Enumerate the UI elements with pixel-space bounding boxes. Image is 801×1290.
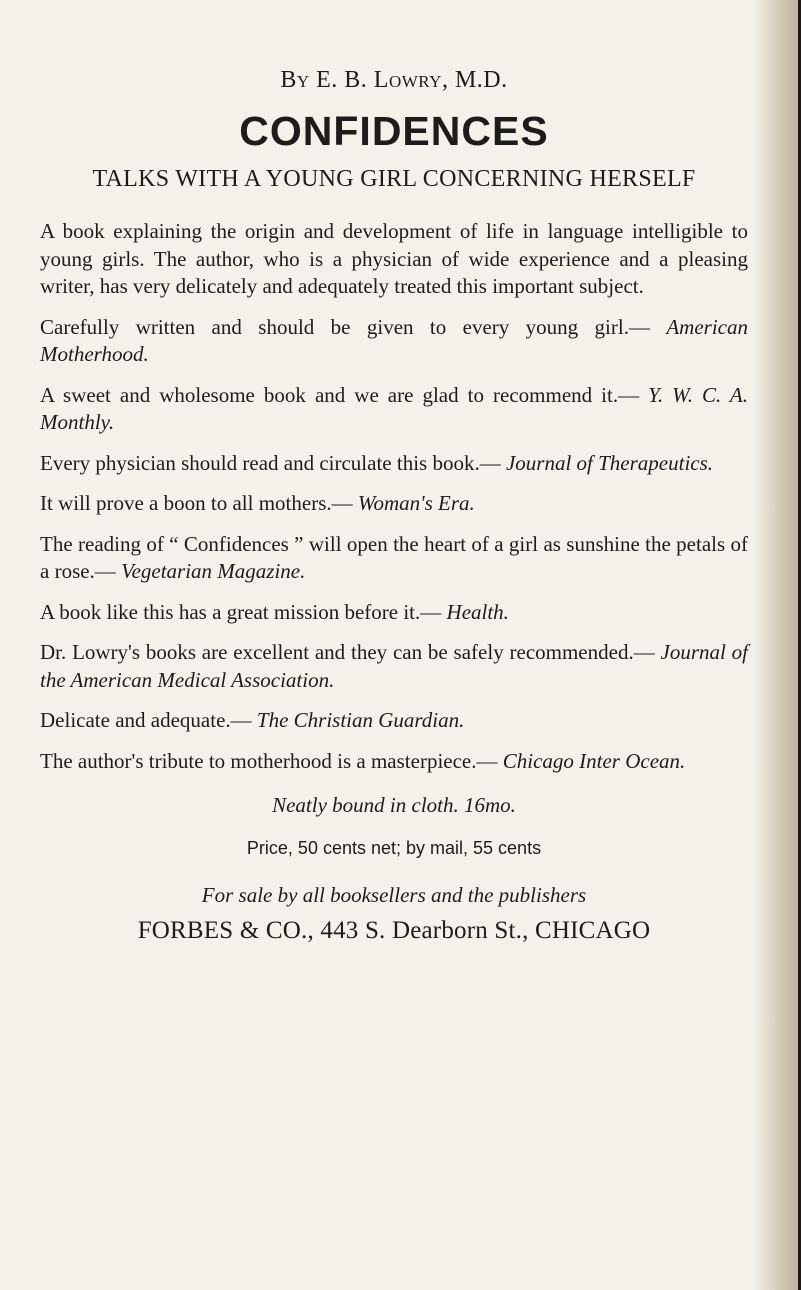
review-quote <box>40 314 748 369</box>
quote-text: A book like this has a great mission before it.— <box>40 599 447 624</box>
publisher-address: FORBES & CO., 443 S. Dearborn St., CHICAGO <box>137 917 651 944</box>
quote-text: The reading of “ Confidences ” will open the heart of a girl as sunshine the petals of a rose.— <box>40 531 748 583</box>
sale-info: For sale by all booksellers and the publishers <box>201 883 587 907</box>
binding-info: Neatly bound in cloth. 16mo. <box>272 793 516 817</box>
quote-text: A sweet and wholesome book and we are glad to recommend it.— <box>40 382 649 407</box>
quote-source: Chicago Inter Ocean. <box>502 748 686 773</box>
advertisement-page <box>40 60 748 947</box>
quote-source: The Christian Guardian. <box>256 708 465 732</box>
quote-text: Delicate and adequate.— <box>40 708 257 732</box>
quote-source: Health. <box>446 599 509 624</box>
quote-source: Woman's Era. <box>357 491 475 515</box>
book-description: A book explaining the origin and development of life in language intelligible to young girls. The author, who is a physician of wide experience and a pleasing writer, has very delicately and adequately treated this important subject. <box>40 219 748 298</box>
quote-source: American Motherhood. <box>40 314 748 366</box>
quote-source: Journal of Therapeutics. <box>505 450 714 475</box>
quote-source: Y. W. C. A. Monthly. <box>40 382 749 434</box>
page-edge-shadow <box>753 0 801 1290</box>
review-quote <box>40 599 748 627</box>
review-quote <box>40 707 748 735</box>
quote-source: Journal of the American Medical Association. <box>40 640 748 692</box>
review-quote <box>40 450 748 478</box>
quote-text: Every physician should read and circulate this book.— <box>40 450 506 475</box>
review-quote <box>40 639 748 694</box>
author-line: By E. B. Lowry, M.D. <box>280 67 508 93</box>
review-quote <box>40 490 748 518</box>
quote-text: The author's tribute to motherhood is a masterpiece.— <box>40 748 503 773</box>
review-quote <box>40 531 748 586</box>
book-subtitle: TALKS WITH A YOUNG GIRL CONCERNING HERSELF <box>92 166 696 192</box>
quote-text: Dr. Lowry's books are excellent and they can be safely recommended.— <box>40 640 661 664</box>
review-quote <box>40 382 748 437</box>
book-title: CONFIDENCES <box>239 108 549 154</box>
quote-source: Vegetarian Magazine. <box>121 559 306 583</box>
quote-text: Carefully written and should be given to every young girl.— <box>40 314 667 339</box>
quote-text: It will prove a boon to all mothers.— <box>40 491 358 515</box>
price-info: Price, 50 cents net; by mail, 55 cents <box>246 838 542 858</box>
review-quote <box>40 748 748 776</box>
